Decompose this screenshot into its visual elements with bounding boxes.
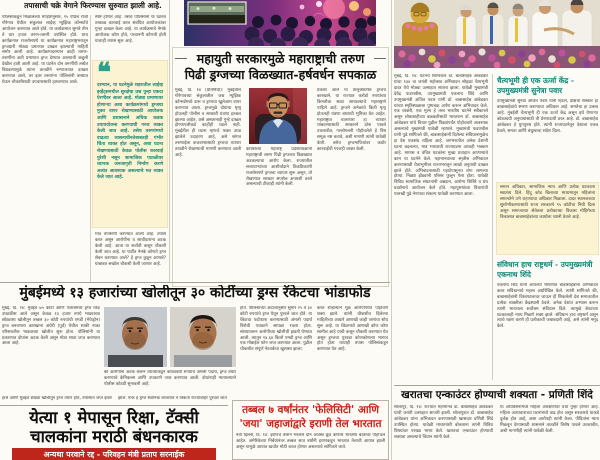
concert-crowd-photo-art [184,0,376,46]
article-column: एकनाथ शिंदे यांनी आपल्या भाषणात बाबासाहेबांना अभिवादन करत संविधानाचे महत्त्व अधोरेखित केले. त्यांनी सांगितले की, बाबासाहेबांनी विश्वपटलावर जाऊन ही शिकलेली देश समाजातील प्रत्येक व्यक्तीला केंद्रस्थानी ठेवले. अनेक देशांत अभ्यास करून त्यांनी भारताला सर्वोत्तम संविधान दिले. त्यामुळे शेवटच्या घटकालाही न्याय मिळणे शक्य झाले. संविधान हाच राष्ट्रधर्म असून त्याचे रक्षण करणे ही प्रत्येकाची जबाबदारी आहे, असे त्यांनी नमूद केले. [497,283,598,330]
teal-subheadline-sunetra: चैत्यभूमी ही एक ऊर्जा केंद्र - उपमुख्यमंत्री सुनेत्रा पवार [497,76,574,95]
column-rule [492,74,493,380]
mugshot-caption: की आरोपींना अटक करून त्यांच्याकडून कोट्यवधी रुपयांचे अमली पदार्थ, ड्रग्ज तयार करण्याचे केमिकल्स आणि उपकरणे जप्त करण्यात आली. दोघांनाही न्यायालयाने पोलीस कोठडी सुनावली आहे. [104,370,236,387]
article-column: सोलापूर, दि. १४: राज्यात महामानव डॉ. बाबासाहेब आंबेडकर यांची जयंती उत्साहात साजरी झाली. सोलापुरात डॉ. बाबासाहेब आंबेडकर यांना अभिवादन करण्यासाठी खासदार प्रणिती शिंदे उपस्थित होत्या. यावेळी माध्यमांशी बोलताना त्यांनी विविध विषयांवर परखड भाष्य केले. खरातचा एन्काउंटर होण्याची शक्यता असल्याचे विधान त्यांनी केले. [394,405,493,440]
article-column: मात्र तपासणी करण्यात आली आहे. तपास करत असून आरोपींना व साथीदारांना अटक केली आहे. आता या सर्वांची कसून चौकशी केली जात आहे. या पार्टीत नेमके कोणते ड्रग्ज सेवन करण्यात आले? हे ड्रग्ज कुठून आणले? याबाबत सखोल चौकशी केली जाणार आहे. [95,232,166,267]
oil-article-box [232,400,389,460]
article-column: पोलिसांकडून मिळालेल्या माहितीनुसार, १५ एप्रिल रोजी गोरेगाव येथील संकुलात लाईव्ह म्युझिक कॉन्सर्टचे आयोजन करण्यात आले होते. या कार्यक्रमात सुमारे तीन ते चार हजार तरुण-तरुणी उपस्थित होते. याच कार्यक्रमात राजरोसपणे या कार्यक्रमात महाराष्ट्रभरातून ड्रग्जधारी मोठ्या प्रमाणात दाखल झाल्याची माहिती समोर आली आहे. कार्यक्रमादरम्यान काही तरुण-तरुणींना अती प्रमाणात ड्रग्ज देण्यात आल्याची कबुली देखील हाती आली आहे. या घटनेत दोन तरुणींची तब्येत बिघडल्यामुळे त्यांना तातडीने रुग्णालयात दाखल करण्यात आले, तर इतर तरुणांना पोलिसांनी ताब्यात घेऊन चौकशीसाठी उपचारासाठी हलवण्यात आले. [2,15,88,85]
rickshaw-headline-line1: येत्या १ मेपासून रिक्षा, टॅक्सी [29,408,199,427]
accused-mugshot-photos [104,307,236,367]
teal-subheadline-shinde: संविधान हाच राष्ट्रधर्म - उपमुख्यमंत्री एकनाथ शिंदे [497,260,593,279]
article-column: झाले. नंतर हे ड्रग्ज स्थानिक बाजारात न विकता राज्याबाहेर पुरवले जात [118,396,227,401]
headline-flourish [374,58,386,59]
article-column: होते. पोलिसांच्या अंदाजानुसार सुमारे २५ ते ३० कोटी रुपयांचे ड्रग्ज येथून पुरवले जात होते. या रॅकेटचा पर्दाफाश करण्यासाठी अंमली पदार्थ विरोधी पथकाने सापळा रचला होता. संशयावरून आरोपीच्या खोलीची झडती घेण्यात आली. त्यातून १४.६४ किलो एमडी ड्रग्ज आणि एक मोबाईल फोन जप्त करण्यात आला. पुढील चौकशीत संपूर्ण नेटवर्कचा खुलासा झाला. [240,306,312,353]
encounter-headline: खरातचा एन्काउंटर होण्याची शक्यता - प्रणिती शिंदे [401,389,593,401]
racket-headline: मुंबईमध्ये १३ हजारांच्या खोलीतून ३० कोटींच्या ड्रग्स रॅकेटचा भांडाफोड [19,285,371,301]
main-headline [175,50,386,67]
ambedkar-tribute-art [394,0,600,68]
kicker-headline: तपासाची चक्रे वेगाने फिरण्यास सुरुवात झाली आहे. [24,1,162,10]
article-column: प्रकाश आले या तालुक्यातील ड्रग्जचे कारखाने, या राज्यात करोडो रुपयांच्या किमतीचा साठा सापडल्याचे महाराष्ट्राने पाहिले आहे. ड्रग्जने अनेकांचे किती मृत्यू होऊनही यंत्रणा बघ्याची भूमिका घेत आहेत. महाराष्ट्रात चालणारा हा व्यापार थांबवण्यासाठी सरकारने ठोस पावले उचलावीत, गल्लोगल्ली पोहोचलेले हे विष समूळ नष्ट करावे, अशी मागणी त्यांनी यावेळी केली. तसेच ड्रग्जमाफियांवर कठोर कारवाईची गरजही व्यक्त केली. [317,88,386,153]
column-rule [90,15,91,283]
oil-article-body: नवी दिल्ली, दि. १४: इराणचे तेलाने भरलेले दोन अजस्त्र क्रूड कॅरियर भारतीय बंदरांवर पोहोचले आहेत. अमेरिकेच्या निर्बंधांनंतर तब्बल सात वर्षांनी इराणकडून भारतात तेलाची आयात झाली असून यामुळे आयात खर्चात मोठी बचत होणार असल्याचे सांगितले जाते. [236,433,385,450]
highlight-box-text: समान अधिकार, सामाजिक न्याय आणि प्रत्येक घटकाला स्वातंत्र्य दिले. हिंदू कोड बिलाच्या माध्यमातून महिलांना समानतेने उभे राहण्याचा अधिकार मिळाला. दादर स्थानकाच्या सुशोभीकरणासाठी राज्य सरकारने ९५ कोटींचा निधी दिला असून समाजाच्या सेवेतला प्रत्येकाच्या विकास मोहिमेच्या विकासात बाबासाहेबांच्या कार्याला ध्यानी ठेवले आहे. [500,185,595,220]
red-subheadline-strip: अन्यथा परवाने रद्द - परिवहन मंत्री प्रताप सरनाईक [12,448,216,460]
main-headline-line1: महायुती सरकारमुळे महाराष्ट्राची तरुण [196,50,365,66]
section-rule [0,282,390,283]
accused-mugshot-art [104,307,236,367]
rickshaw-headline-line2: चालकांना मराठी बंधनकारक [30,427,198,446]
column-rule [391,0,392,460]
article-column: या अधिवेशनामध्ये महिला आरक्षणाची चर्चा पुन्हा होणार आहे. महिला अत्याचाराच्या घटनांमध्ये वाढ होत असून सरकारचे याकडे दुर्लक्ष होत आहे, असा आरोपही त्यांनी केला. पीडितांना न्याय मिळवून देण्यासाठी शासनाने तातडीने विशेष पावले उचलावीत, अशी मागणीही त्यांनी यावेळी केली. [500,405,599,434]
article-column: मुंबई, दि. १४: घटनेचे शिल्पकार डॉ. बाबासाहेब आंबेडकर यांचा १३४ वा जयंती महोत्सव अभिवादन सोहळा चैत्यभूमी दादर येथे मोठ्या उत्साहात साजरा झाला. यावेळी मुख्यमंत्री देवेंद्र फडणवीस, उपमुख्यमंत्री एकनाथ शिंदे आणि उपमुख्यमंत्री अजित पवार यांनी डॉ. बाबासाहेब आंबेडकर यांच्या स्मृतिस्थळाला पुष्पचक्र अर्पण करून अभिवादन केले. एक व्यक्ती, एक मूल्य हे तत्त्व भारतीय घटनेने स्वीकारले असून लोकशाहीच्या बळकटीसाठी भारतरत्न डॉ. बाबासाहेब आंबेडकर यांचे विचार पुढील पिढ्यांपर्यंत पोहोचवणे आवश्यक असल्याचे मुख्यमंत्री यावेळी म्हणाले. मुख्यमंत्री फडणवीस यांनी पुढे सांगितले की, बाबासाहेबांनी दिलेल्या संविधानामुळेच हा देश एकसंध राहिला आहे. जगभरातील अनेक देशांनी घटना बदलल्या, मात्र भारताची राज्यघटना आजही भक्कम आहे. मागास व वंचित घटकांना मुख्य प्रवाहात आणण्याचे काम या घटनेने केले. महामानवाच्या स्मृतीस अभिवादन करण्यासाठी चैत्यभूमीवर राज्यभरातून लाखो अनुयायी दाखल झाले होते. अभिवादनासाठी पहाटेपासूनच रांगा लागल्या होत्या. निळ्या झेंड्यांनी परिसर फुलून गेला होता. यावेळी विविध सामाजिक संघटनांनी अन्नदान, आरोग्य शिबिरे व ग्रंथ प्रदर्शनाचे आयोजन केले होते. महापुरुषांच्या विचारांची पालखी पुढे नेण्याचा संकल्प यावेळी करण्यात आला. [394,74,488,198]
oil-headline-line1: तब्बल ७ वर्षांनंतर 'फेलिसिटी' आणि [242,404,379,416]
headline-flourish [175,58,187,59]
column-rule [169,0,170,283]
article-column: काँग्रेसच्या महाराष्ट्र प्रदेशाध्यक्षांनी महाराष्ट्राची तरुण पिढी ड्रग्जच्या विळख्यात अडकल्याचा आरोप केला. राज्यातील सत्ताधाऱ्यांच्या आशीर्वादाने ठिकठिकाणी राजरोसपणे ड्रग्जचा व्यापार सुरू असून, तो रोखण्यात सरकार सपशेल अपयशी ठरले असल्याची टीकाही त्यांनी केली. [246,147,312,188]
article-column: उपमुख्यमंत्री सुनेत्रा अजित पवार यांनी म्हटले, दीक्षेचा संस्कार हा बाबासाहेबांचे स्मरण करण्याचा अधिकार आहे. समतेचा हा उत्सव आहे. मुंबईची चैत्यभूमी ही एक ऊर्जा केंद्र असून इथे येणाऱ्या कोट्यवधी अनुयायांसाठी ती प्रेरणादायी ठरत आहे. डॉ. बाबासाहेब आंबेडकर हे युगपुरुष होते. त्यांनी राज्यघटनेतून देशाला एकत्र ठेवले, समता आणि बंधुत्वाचा संदेश दिला. [497,99,598,134]
article-column: मुंबई, दि. १४ (प्रतिनिधी): मुंबईतील गोरेगावच्या संकुलातील जश्न म्युझिक कॉन्सर्टमध्ये दारू व ड्रग्जचा खुलेआम वापर करण्यात आला. ड्रग्जमुळे दोघांचा मृत्यू होऊनही पोलीस व सरकारी यंत्रणा हतबल झाल्या आहेत, असे असतानाही गुन्हे दाखल होण्यापलीकडे काहीही घडले नाही. मुंबईतील ही घटना म्हणजे फक्त उघड झालेले उदाहरण आहे, असे सांगत तरुणाईला वाचवण्यासाठी ड्रग्जचा व्यापार तातडीने रोखण्याची मागणी करण्यात आली आहे. [175,88,241,158]
article-column: हाले आणि मुंबईत छोट्या खोलीतून ड्रग्ज तयार होत, तपासात जप्त झाले [2,396,112,401]
section-rule [0,405,228,406]
main-headline-line2: पिढी ड्रग्जच्या विळख्यात-हर्षवर्धन सपकाळ [184,67,377,82]
oil-headline-line2: 'जया' जहाजांद्वारे इराणी तेल भारतात [239,417,382,430]
section-rule [394,385,600,386]
pull-quote-text: दरम्यान, या घटनेमुळे शहरातील लाईव्ह इव्हेंट्समधील सुरक्षेचा प्रश्न पुन्हा एकदा ऐरणीवर आला आहे. मोठ्या प्रमाणावर होणाऱ्या अशा कार्यक्रमांमध्ये ड्रग्जचा मुक्त वापर रोखण्यासाठी आयोजक आणि प्रशासनाने अधिक कडक उपाययोजना करण्याची गरज व्यक्त केली जात आहे. तसेच तरुणांमध्ये वाढत्या व्यसनाधीनतेबाबतही गंभीर चिंता व्यक्त होत असून, अशा घटना रोखण्यासाठी केवळ पोलीस कारवाई पुरेशी नसून सामाजिक पातळीवर व्यापक जनजागृती निर्माण करणे अत्यंत आवश्यक असल्याचे मत व्यक्त केले जात आहे. [97,83,163,181]
article-column: स्पष्ट होणार आहे. तसेच पोलिसांनी या घटनेत तत्काळ कारवाई करत संबंधित आयोजकांवर गुन्हा दाखल केला आहे. या कार्यक्रमाचे नेमके आयोजक कोण होते, परवानगी कोणती होती याचाही तपास सुरू आहे. [95,15,166,44]
sapkal-portrait-art [249,88,307,144]
quote-icon: ❝ [97,60,111,88]
concert-crowd-photo [184,0,376,46]
ambedkar-tribute-photo [394,0,600,68]
sapkal-portrait-photo [249,88,307,144]
article-column: मुंबई, दि. १४: मुंबईत ७५ कोटी आणि पंजाबमध्ये ड्रग्ज किट उघडकीस आले असून केवळ १३ हजार रुपये भाड्याच्या छोट्याशा खोलीतून तब्बल ३० कोटी रुपयांची एमडी (मेफेड्रोन) ड्रग्ज बनवणारा कारखाना अंधेरी (पूर्व) येथील साकी नाका परिसरातील भाड्याच्या खोलीत सुरू होता. पोलिसांनी या प्रकरणात दोघांना अटक केली असून मोठा साठा जप्त करण्यात आला आहे. [2,306,100,347]
pull-quote-box [92,60,168,228]
article-column: करत राहिल्याने मूळ आरोपीपर्यंत पोहोचणे शक्य झाले. त्यांनी चौकशीत दिलेल्या माहितीच्या आधारे आणखी काही जणांचा शोध सुरू आहे. या रॅकेटमध्ये आणखी कोण कोण सामील आहे याची कसून चौकशी करण्यात येत असून ड्रग्जचा पुरवठा कोणकोणत्या भागात होत होता याचाही तपास पोलिसांकडून करण्यात येत आहे. [317,306,388,353]
highlight-box [496,182,599,255]
